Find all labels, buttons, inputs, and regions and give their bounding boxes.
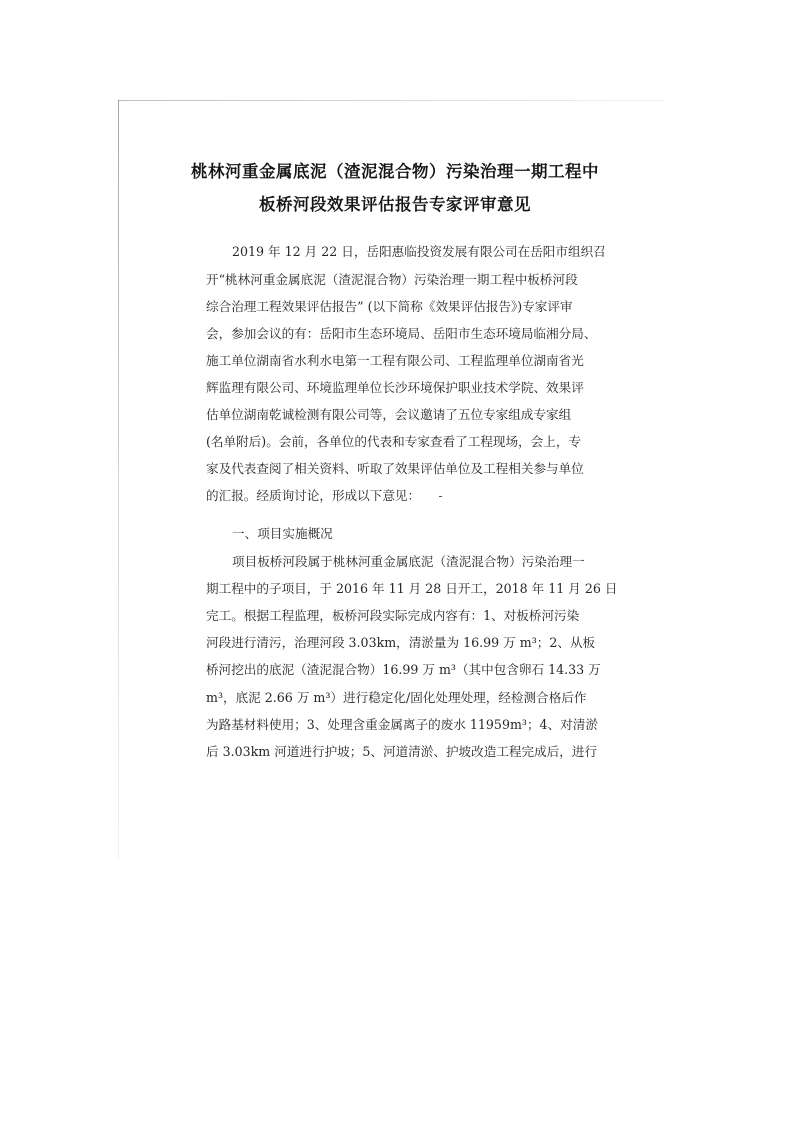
- section-heading: 一、项目实施概况: [232, 526, 333, 541]
- paragraph-1-line: 家及代表查阅了相关资料、听取了效果评估单位及工程相关参与单位: [206, 461, 584, 476]
- paragraph-2-line: 后 3.03km 河道进行护坡；5、河道清淤、护坡改造工程完成后，进行: [206, 744, 598, 759]
- paragraph-1-line: 估单位湖南乾诚检测有限公司等，会议邀请了五位专家组成专家组: [206, 407, 572, 422]
- paragraph-1-line: 2019 年 12 月 22 日，岳阳惠临投资发展有限公司在岳阳市组织召: [232, 244, 606, 259]
- scan-shadow-left: [118, 100, 119, 860]
- document-title-line-1: 桃林河重金属底泥（渣泥混合物）污染治理一期工程中: [191, 162, 599, 181]
- paragraph-1-line: 施工单位湖南省水利水电第一工程有限公司、工程监理单位湖南省光: [206, 353, 584, 368]
- paragraph-1-line: 的汇报。经质询讨论，形成以下意见：: [206, 488, 421, 503]
- paragraph-2-line: m³，底泥 2.66 万 m³）进行稳定化/固化处理处理，经检测合格后作: [206, 690, 587, 705]
- paragraph-1-line: 辉监理有限公司、环境监理单位长沙环境保护职业技术学院、效果评: [206, 380, 584, 395]
- paragraph-2-line: 期工程中的子项目，于 2016 年 11 月 28 日开工，2018 年 11 月 26 日: [206, 581, 618, 596]
- paragraph-2-line: 完工。根据工程监理，板桥河段实际完成内容有：1、对板桥河污染: [206, 608, 580, 623]
- scan-speck: [439, 496, 442, 497]
- paragraph-1-line: 会，参加会议的有：岳阳市生态环境局、岳阳市生态环境局临湘分局、: [206, 326, 597, 341]
- paragraph-2-line: 河段进行清污，治理河段 3.03km，清淤量为 16.99 万 m³；2、从板: [206, 635, 596, 650]
- document-title-line-2: 板桥河段效果评估报告专家评审意见: [259, 195, 531, 214]
- paragraph-1-line: (名单附后)。会前，各单位的代表和专家查看了工程现场，会上，专: [206, 434, 582, 449]
- paragraph-2-line: 为路基材料使用；3、处理含重金属离子的废水 11959m³；4、对清淤: [206, 717, 598, 732]
- paragraph-1-line: 综合治理工程效果评估报告” (以下简称《效果评估报告》)专家评审: [206, 299, 573, 314]
- paragraph-2-line: 桥河挖出的底泥（渣泥混合物）16.99 万 m³（其中包含卵石 14.33 万: [206, 662, 601, 677]
- scan-shadow-top: [118, 100, 666, 101]
- paragraph-2-line: 项目板桥河段属于桃林河重金属底泥（渣泥混合物）污染治理一: [232, 554, 585, 569]
- paragraph-1-line: 开“桃林河重金属底泥（渣泥混合物）污染治理一期工程中板桥河段: [206, 272, 578, 287]
